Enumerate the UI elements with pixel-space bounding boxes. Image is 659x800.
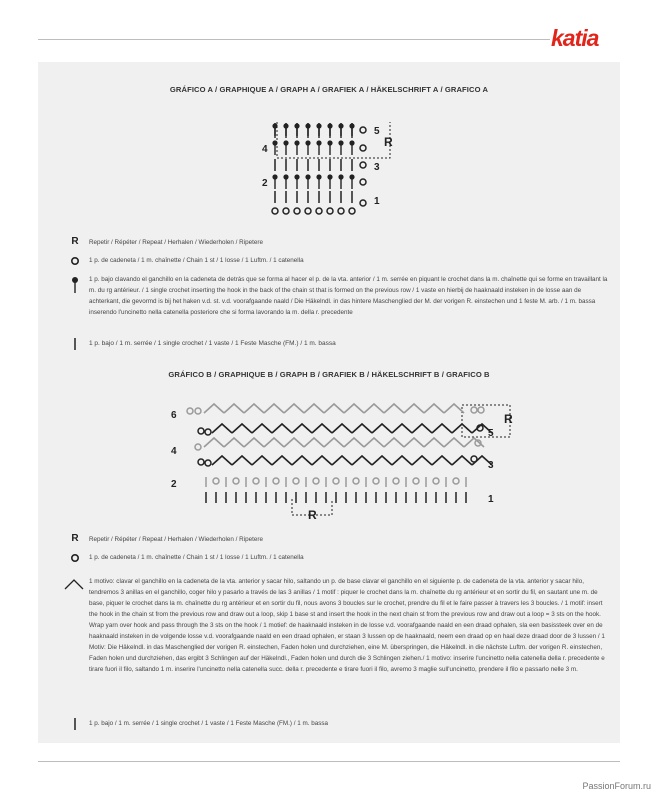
motif-stitch	[452, 456, 472, 465]
motif-stitch	[264, 438, 284, 447]
back-loop-sc-dot	[338, 123, 343, 128]
legend-a-chain-text: 1 p. de cadeneta / 1 m. chaînette / Chain 1 st / 1 losse / 1 Luftm. / 1 catenella	[89, 257, 304, 264]
back-loop-sc-dot	[294, 123, 299, 128]
motif-stitch	[284, 404, 304, 413]
chain-stitch	[195, 408, 201, 414]
motif-stitch	[292, 456, 312, 465]
chain-stitch	[338, 208, 344, 214]
motif-stitch	[432, 456, 452, 465]
legend-b-sc-text: 1 p. bajo / 1 m. serrée / 1 single crochet / 1 vaste / 1 Feste Masche (FM.) / 1 m. bassa	[89, 720, 329, 727]
row-number-5: 5	[488, 428, 494, 439]
chain-stitch	[283, 208, 289, 214]
graph-b-chart	[160, 395, 520, 525]
motif-stitch	[284, 438, 304, 447]
back-loop-sc-dot	[272, 123, 277, 128]
motif-stitch	[304, 404, 324, 413]
back-loop-sc-dot	[305, 123, 310, 128]
chain-stitch	[353, 478, 359, 484]
chain-stitch	[195, 444, 201, 450]
chain-stitch	[313, 478, 319, 484]
legend-a-sc-text: 1 p. bajo / 1 m. serrée / 1 single crochet / 1 vaste / 1 Feste Masche (FM.) / 1 m. bassa	[89, 340, 336, 347]
motif-stitch	[324, 438, 344, 447]
motif-stitch	[272, 424, 292, 433]
motif-stitch	[364, 438, 384, 447]
motif-stitch	[224, 438, 244, 447]
chain-stitch	[373, 478, 379, 484]
motif-stitch	[232, 424, 252, 433]
legend-b-repeat-text: Repetir / Répéter / Repeat / Herhalen / Wiederholen / Ripetere	[89, 536, 263, 543]
back-loop-sc-dot	[316, 123, 321, 128]
chain-stitch	[198, 428, 204, 434]
chain-stitch	[205, 460, 211, 466]
chain-icon	[68, 256, 82, 266]
back-loop-sc-dot	[305, 140, 310, 145]
motif-stitch	[424, 404, 444, 413]
motif-stitch	[264, 404, 284, 413]
chain-stitch	[333, 478, 339, 484]
row-number-2: 2	[171, 479, 177, 490]
chain-stitch	[433, 478, 439, 484]
chain-stitch	[305, 208, 311, 214]
motif-stitch	[292, 424, 312, 433]
chain-stitch	[293, 478, 299, 484]
chain-stitch	[327, 208, 333, 214]
back-loop-sc-dot	[294, 174, 299, 179]
motif-stitch	[372, 424, 392, 433]
legend-a-repeat-text: Repetir / Répéter / Repeat / Herhalen / Wiederholen / Ripetere	[89, 239, 263, 246]
motif-stitch	[244, 404, 264, 413]
chain-stitch	[360, 200, 366, 206]
motif-stitch	[324, 404, 344, 413]
motif-stitch	[244, 438, 264, 447]
back-loop-sc-dot	[283, 174, 288, 179]
chain-stitch	[453, 478, 459, 484]
chain-stitch	[360, 145, 366, 151]
motif-stitch	[272, 456, 292, 465]
back-loop-sc-dot	[338, 174, 343, 179]
chain-stitch	[205, 429, 211, 435]
chain-stitch	[316, 208, 322, 214]
graph-a-chart	[250, 118, 410, 218]
row-number-2: 2	[262, 178, 268, 189]
footer-rule	[38, 761, 620, 762]
motif-stitch	[332, 456, 352, 465]
motif-stitch	[212, 456, 232, 465]
motif-stitch	[252, 424, 272, 433]
back-loop-sc-dot	[294, 140, 299, 145]
repeat-bracket-b-top	[462, 405, 510, 437]
back-loop-sc-dot	[349, 140, 354, 145]
graph-b-title: GRÁFICO B / GRAPHIQUE B / GRAPH B / GRAFIEK B / HÄKELSCHRIFT B / GRAFICO B	[168, 370, 490, 379]
chain-stitch	[187, 408, 193, 414]
motif-stitch	[392, 456, 412, 465]
row-number-4: 4	[171, 446, 177, 457]
chain-stitch	[273, 478, 279, 484]
back-loop-sc-dot	[272, 174, 277, 179]
motif-stitch	[424, 438, 444, 447]
motif-stitch	[404, 404, 424, 413]
motif-stitch	[352, 456, 372, 465]
row-number-6: 6	[171, 410, 177, 421]
repeat-symbol-b: R	[71, 533, 79, 544]
repeat-label-b-top: R	[504, 412, 513, 426]
row-number-4: 4	[262, 144, 268, 155]
chain-stitch	[198, 459, 204, 465]
motif-stitch	[444, 438, 464, 447]
back-loop-sc-dot	[338, 140, 343, 145]
back-loop-sc-dot	[349, 174, 354, 179]
back-loop-sc-dot	[316, 174, 321, 179]
back-loop-sc-dot	[327, 123, 332, 128]
chain-icon-b	[68, 553, 82, 563]
back-loop-sc-icon	[68, 276, 82, 294]
motif-stitch	[252, 456, 272, 465]
back-loop-sc-dot	[272, 140, 277, 145]
motif-stitch	[384, 438, 404, 447]
row-number-1: 1	[488, 494, 494, 505]
chain-stitch	[360, 162, 366, 168]
katia-logo	[549, 22, 621, 52]
motif-stitch	[312, 424, 332, 433]
chain-stitch	[393, 478, 399, 484]
repeat-label-a: R	[384, 135, 393, 149]
motif-stitch	[344, 404, 364, 413]
chain-stitch	[233, 478, 239, 484]
motif-stitch	[312, 456, 332, 465]
motif-stitch	[432, 424, 452, 433]
row-number-3: 3	[488, 460, 494, 471]
motif-stitch	[332, 424, 352, 433]
back-loop-sc-dot	[305, 174, 310, 179]
chain-stitch	[213, 478, 219, 484]
chain-stitch	[272, 208, 278, 214]
legend-b-motif-text: 1 motivo: clavar el ganchillo en la cadeneta de la vta. anterior y sacar hilo, saltando un p. de base clavar el ganchillo en el siguiente p. de cadeneta de la vta. anterior y sacar hilo, tendremos 3 anillas en el ganchillo, coger hilo y pasarlo a través de las 3 anillas / 1 motif : piquer le crochet dans la m. chaînette du rg antérieur et en sortir du fil, en sautant une m. de base, piquer le crochet dans la m. chaînette du rg antérieur et en sortir du fil, nous avons 3 boucles sur le crochet, prendre du fil et le faire passer à travers les 3 boucles. / 1 motif: insert the hook in the chain st from the previous row and draw out a loop, skip 1 base st and insert the hook in the next chain st from the previous row and draw out a loop = 3 sts on the hook. Wrap yarn over hook and pass through the 3 sts on the hook / 1 motief: de haaknaald insteken in de losse v.d. voorafgaande naald en een draad ophalen, sla een basissteek over en de haaknaald insteken in de volgende losse v.d. voorafgaande naald en een draad ophalen, er staan 3 lussen op de haaknaald, neem een draad op en haal deze draad door de 3 lussen / 1 Motiv: Die Häkelndl. in das Maschenglied der vorigen R. einstechen, Faden holen und durchziehen, eine M. überspringen, die Häkelndl. in die nächste Luftm. der vorigen R. einstechen, Faden holen und durchziehen, das ergibt 3 Schlingen auf der Häkelndl., Faden holen und durch die 3 Schlingen ziehen./ 1 motivo: inserire l'uncinetto nella catenella della r. precedente e tirare fuori il filo, saltando 1 m. inserire l'uncinetto nella catenella succ. della r. precedente e tirare fuori il filo, avremo 3 maglie sull'uncinetto, prendere il filo e passarlo nelle 3 m.	[89, 578, 605, 673]
chain-stitch	[413, 478, 419, 484]
motif-stitch	[392, 424, 412, 433]
chain-stitch	[253, 478, 259, 484]
legend-a-back-sc-text: 1 p. bajo clavando el ganchillo en la cadeneta de detrás que se forma al hacer el p. de la vta. anterior / 1 m. serrée en piquant le crochet dans la m. chaînette qui se forme en travaillant la m. du rg antérieur. / 1 single crochet inserting the hook in the back of the chain st that is formed on the previous row / 1 vaste en hierbij de haaknaald insteken in de losse aan de achterkant, die gevormd is bij het haken v.d. st. v.d. voorafgaande naald / Die Häkelndl. in das hintere Maschenglied der M. der vorigen R. einstechen und 1 feste M. arb. / 1 m. bassa inserendo l'uncinetto nella catenella posteriore che si forma lavorando la m. della r. precedente	[89, 276, 608, 316]
motif-stitch	[372, 456, 392, 465]
row-number-1: 1	[374, 196, 380, 207]
row-number-3: 3	[374, 162, 380, 173]
motif-stitch	[304, 438, 324, 447]
back-loop-sc-dot	[327, 174, 332, 179]
header-rule	[38, 39, 550, 40]
motif-stitch	[204, 438, 224, 447]
motif-stitch	[344, 438, 364, 447]
motif-stitch	[204, 404, 224, 413]
back-loop-sc-dot	[283, 123, 288, 128]
motif-stitch	[212, 424, 232, 433]
chain-stitch	[349, 208, 355, 214]
single-crochet-icon	[68, 338, 82, 350]
chain-stitch	[478, 407, 484, 413]
motif-stitch	[364, 404, 384, 413]
chain-stitch	[294, 208, 300, 214]
chain-stitch	[360, 127, 366, 133]
motif-stitch	[444, 404, 464, 413]
chain-stitch	[471, 407, 477, 413]
motif-stitch	[384, 404, 404, 413]
chain-stitch	[471, 456, 477, 462]
chain-stitch	[360, 179, 366, 185]
svg-text:katia: katia	[551, 25, 599, 51]
back-loop-sc-dot	[283, 140, 288, 145]
back-loop-sc-dot	[349, 123, 354, 128]
repeat-label-b-bottom: R	[308, 508, 317, 522]
motif-stitch	[352, 424, 372, 433]
motif-stitch	[232, 456, 252, 465]
row-number-5: 5	[374, 126, 380, 137]
repeat-symbol: R	[71, 236, 79, 247]
back-loop-sc-dot	[327, 140, 332, 145]
motif-stitch	[412, 424, 432, 433]
legend-b-chain-text: 1 p. de cadeneta / 1 m. chaînette / Chain 1 st / 1 losse / 1 Luftm. / 1 catenella	[89, 554, 304, 561]
graph-a-title: GRÁFICO A / GRAPHIQUE A / GRAPH A / GRAFIEK A / HÄKELSCHRIFT A / GRAFICO A	[169, 85, 489, 94]
single-crochet-icon-b	[68, 718, 82, 730]
motif-stitch	[224, 404, 244, 413]
back-loop-sc-dot	[316, 140, 321, 145]
watermark: PassionForum.ru	[582, 781, 651, 791]
motif-icon	[63, 578, 85, 590]
motif-stitch	[412, 456, 432, 465]
motif-stitch	[404, 438, 424, 447]
